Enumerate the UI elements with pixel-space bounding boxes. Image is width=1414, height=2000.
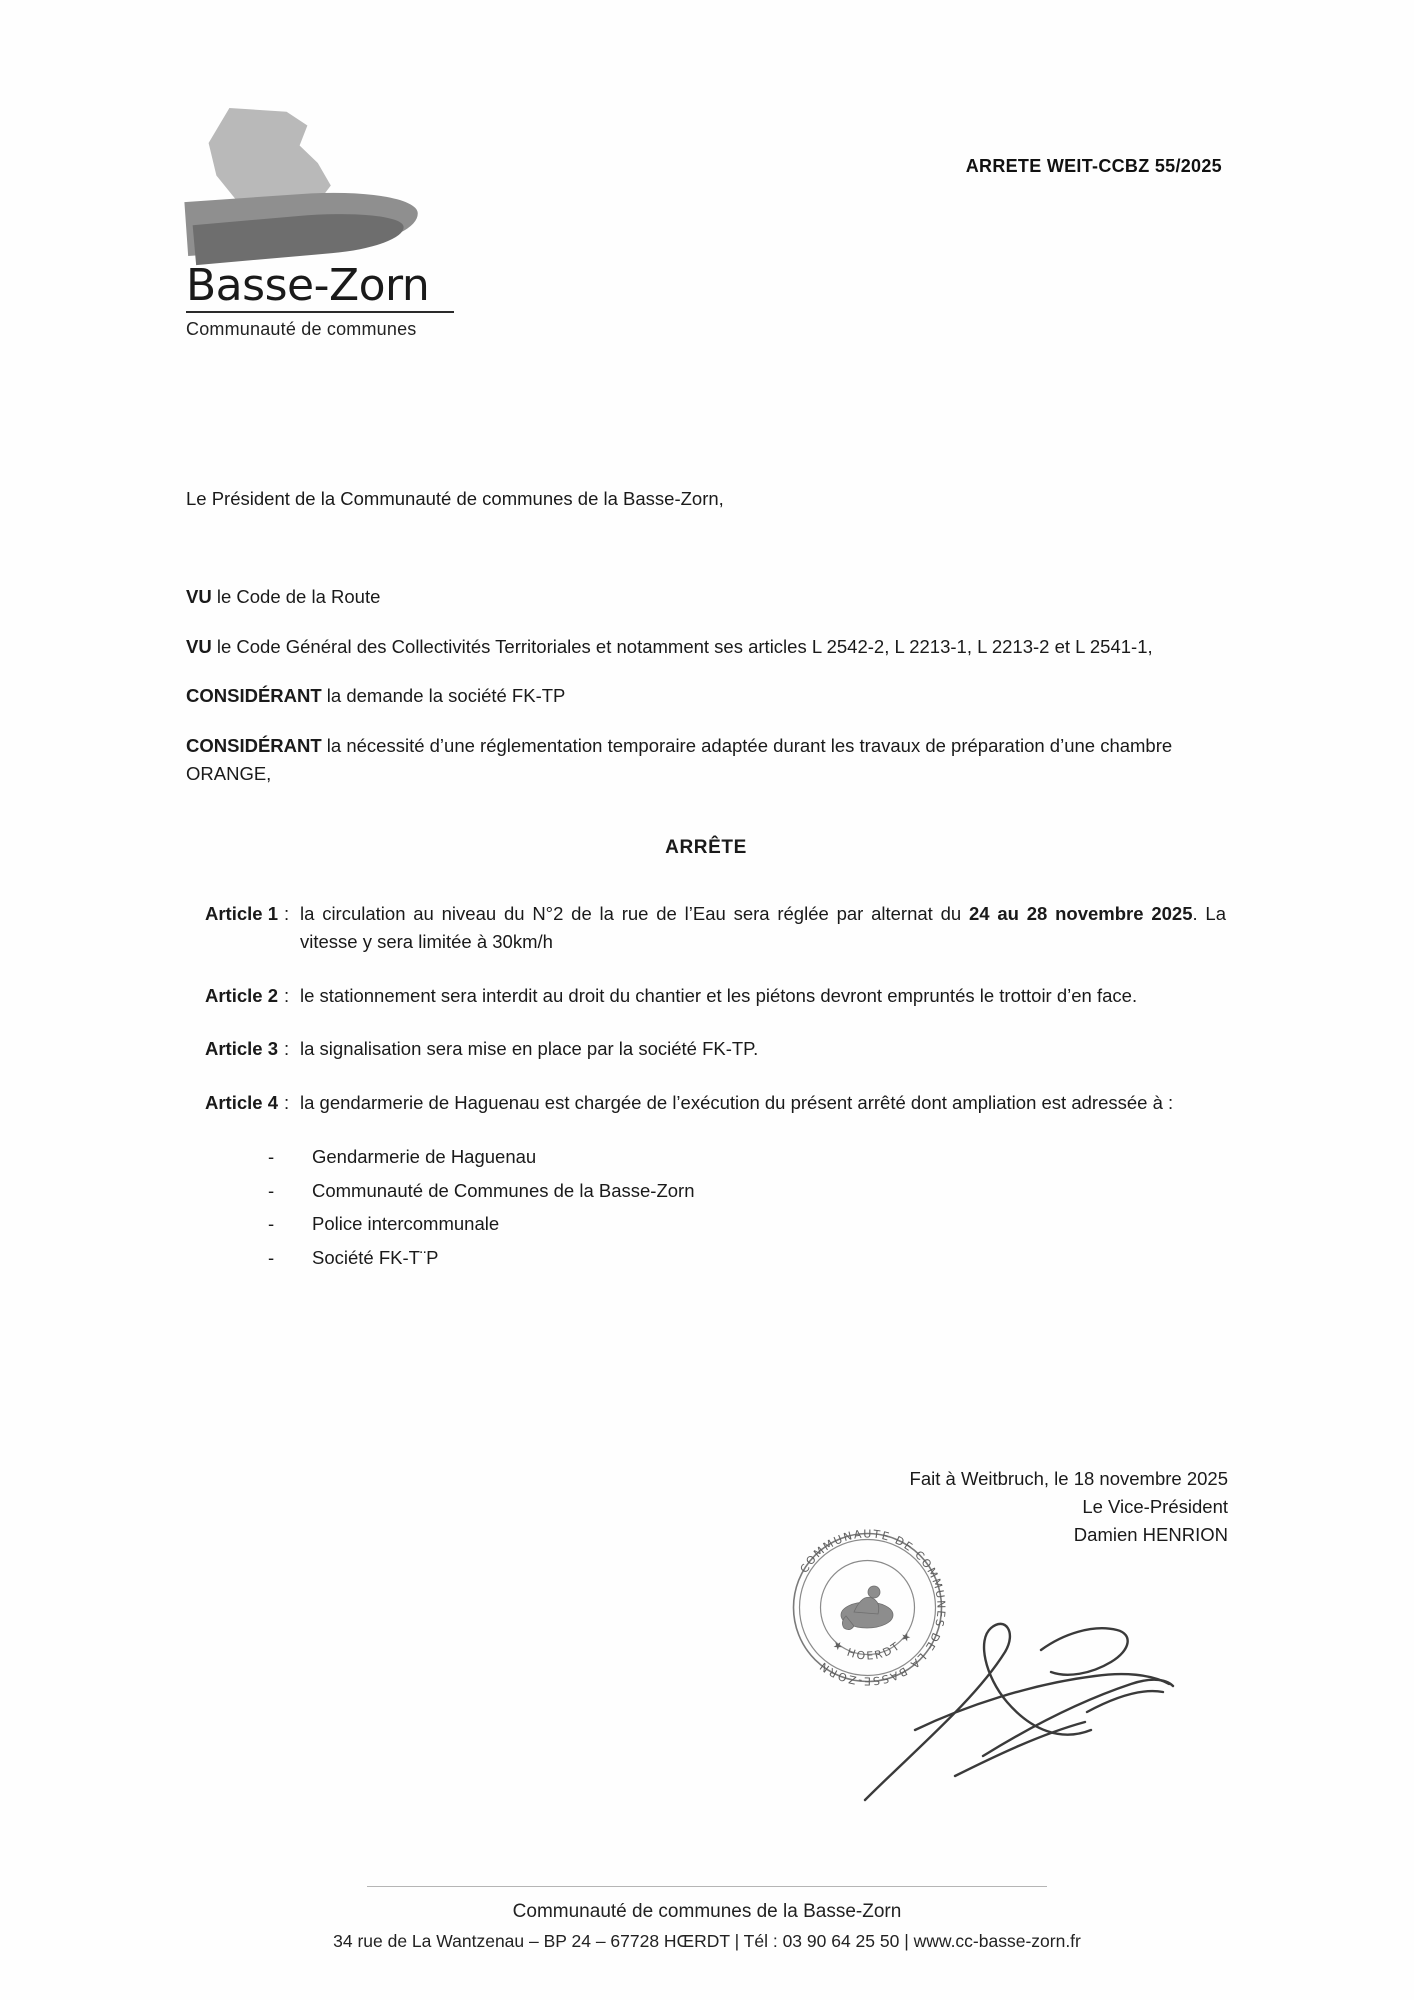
document-reference: ARRETE WEIT-CCBZ 55/2025	[965, 156, 1222, 176]
document-header	[0, 108, 1414, 348]
footer-contact: 34 rue de La Wantzenau – BP 24 – 67728 HŒRDT | Tél : 03 90 64 25 50 | www.cc-basse-zorn.fr	[333, 1931, 1081, 1951]
consideration-keyword: CONSIDÉRANT	[186, 685, 322, 707]
logo-title: Basse-Zorn	[186, 260, 430, 311]
basse-zorn-territory-logo-icon	[186, 108, 436, 263]
article-text-highlight: 24 au 28 novembre 2025	[968, 903, 1193, 924]
logo-divider	[186, 311, 454, 313]
consideration-necessite	[186, 732, 1226, 788]
decision-heading: ARRÊTE	[665, 836, 747, 858]
consideration-keyword: VU	[186, 635, 212, 657]
article-3	[186, 1035, 1226, 1063]
dash-bullet-icon: -	[268, 1247, 275, 1268]
article-label: Article 2	[204, 984, 278, 1006]
footer-divider	[367, 1886, 1047, 1887]
dash-bullet-icon: -	[268, 1213, 275, 1235]
article-text	[300, 900, 1226, 956]
svg-text:★ HOERDT ★: ★ HOERDT ★	[829, 1627, 916, 1663]
consideration-keyword: VU	[186, 585, 212, 607]
article-text: le stationnement sera interdit au droit du chantier et les piétons devront empruntés le trottoir d’en face.	[300, 984, 1138, 1006]
signature-name: Damien HENRION	[1073, 1523, 1228, 1545]
organization-logo	[186, 108, 476, 340]
article-1	[186, 900, 1226, 956]
article-colon: :	[284, 984, 290, 1006]
article-text: la signalisation sera mise en place par la société FK-TP.	[300, 1038, 759, 1060]
recipient-label: Société FK-T¨P	[312, 1247, 439, 1268]
list-item	[268, 1177, 1226, 1205]
article-2	[186, 982, 1226, 1010]
article-text-after: . La vitesse y sera limitée à 30km/h	[300, 903, 1226, 952]
article-colon: :	[284, 903, 290, 924]
recipients-list	[186, 1143, 1226, 1272]
article-text-before: la circulation au niveau du N°2 de la rue de l’Eau sera réglée par alternat du	[300, 903, 969, 924]
recipient-label: Police intercommunale	[312, 1213, 500, 1235]
footer-organization: Communauté de communes de la Basse-Zorn	[512, 1901, 902, 1922]
article-4	[186, 1089, 1226, 1117]
recipient-label: Gendarmerie de Haguenau	[312, 1145, 537, 1167]
dash-bullet-icon: -	[268, 1179, 275, 1201]
document-body	[186, 485, 1226, 1278]
consideration-text: la demande la société FK-TP	[321, 685, 566, 707]
recipient-label: Communauté de Communes de la Basse-Zorn	[312, 1179, 695, 1201]
article-colon: :	[284, 1092, 290, 1113]
list-item	[268, 1244, 1226, 1272]
article-colon: :	[284, 1038, 290, 1060]
consideration-keyword: CONSIDÉRANT	[186, 735, 322, 756]
list-item	[268, 1143, 1226, 1171]
article-label: Article 4	[204, 1092, 278, 1113]
article-text: la gendarmerie de Haguenau est chargée de l’exécution du présent arrêté dont ampliation est adressée à :	[300, 1092, 1174, 1113]
consideration-text: le Code de la Route	[211, 585, 381, 607]
intro-paragraph: Le Président de la Communauté de communes de la Basse-Zorn,	[186, 488, 724, 509]
article-label: Article 1	[204, 903, 278, 924]
consideration-vu-code-route	[186, 583, 1226, 611]
list-item	[268, 1210, 1226, 1238]
article-label: Article 3	[204, 1038, 278, 1060]
svg-text:COMMUNAUTE DE COMMUNES DE LA B: COMMUNAUTE DE COMMUNES DE LA BASSE-ZORN	[797, 1527, 948, 1688]
consideration-demande	[186, 682, 1226, 710]
consideration-text: le Code Général des Collectivités Territoriales et notamment ses articles L 2542-2, L 2213-1, L 2213-2 et L 2541-1,	[211, 635, 1153, 657]
consideration-text: la nécessité d’une réglementation temporaire adaptée durant les travaux de préparation d’une chambre ORANGE,	[186, 735, 1173, 784]
consideration-vu-cgct	[186, 633, 1226, 661]
dash-bullet-icon: -	[268, 1145, 275, 1167]
handwritten-signature-icon	[855, 1580, 1185, 1810]
document-footer	[0, 1886, 1414, 1952]
logo-subtitle: Communauté de communes	[186, 319, 417, 340]
signature-role: Le Vice-Président	[1082, 1495, 1228, 1517]
signature-place-date: Fait à Weitbruch, le 18 novembre 2025	[909, 1468, 1228, 1489]
